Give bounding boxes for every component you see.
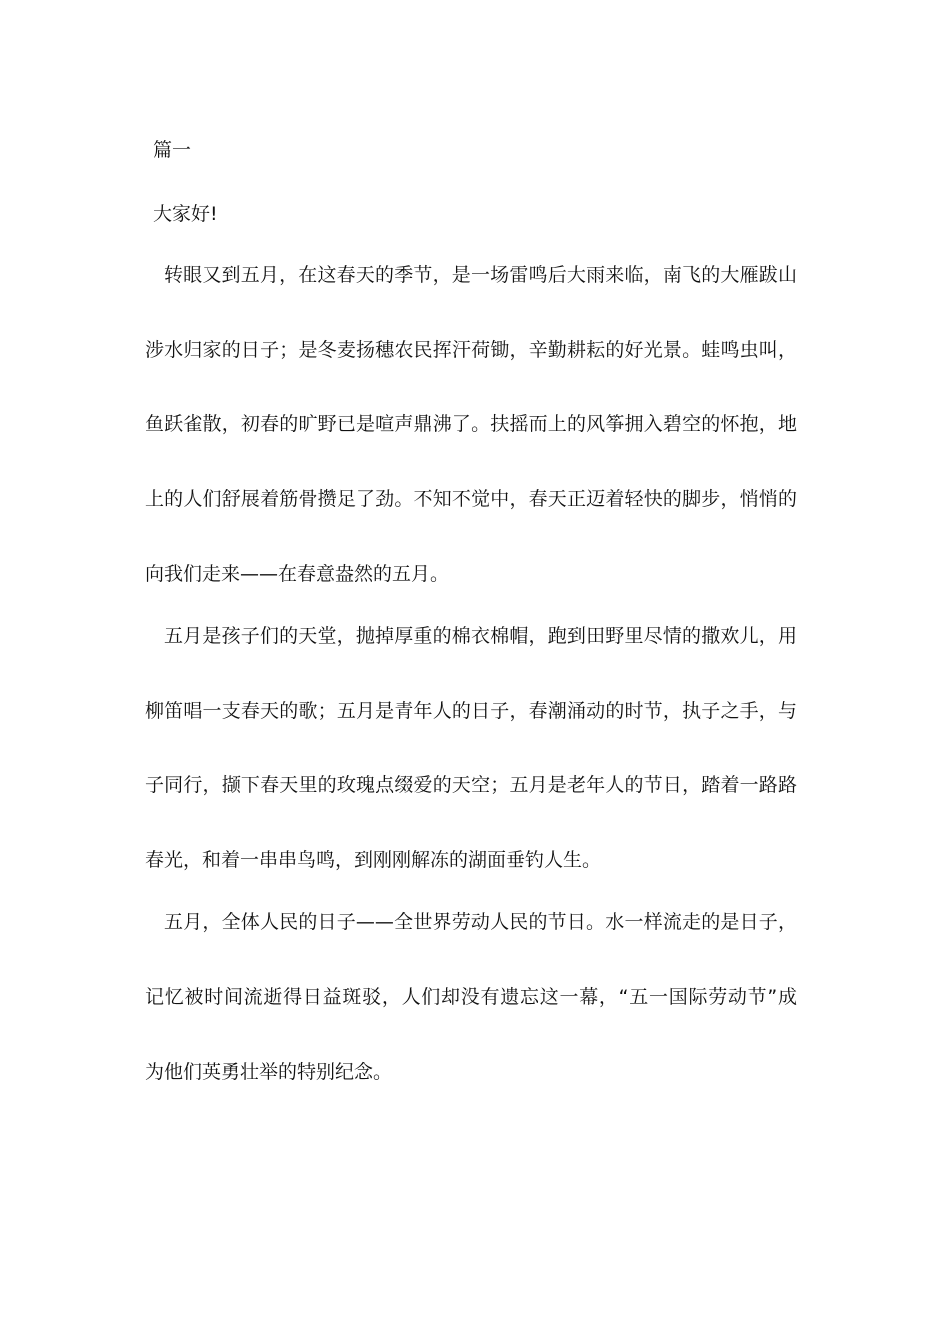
- paragraph-line: 鱼跃雀散，初春的旷野已是喧声鼎沸了。扶摇而上的风筝拥入碧空的怀抱，地: [145, 413, 797, 435]
- paragraph-line: 子同行，撷下春天里的玫瑰点缀爱的天空；五月是老年人的节日，踏着一路路: [145, 774, 797, 796]
- paragraph-line: 记忆被时间流逝得日益斑驳，人们却没有遗忘这一幕，“五一国际劳动节”成: [145, 986, 797, 1008]
- paragraph-line: 转眼又到五月，在这春天的季节，是一场雷鸣后大雨来临，南飞的大雁跋山: [164, 264, 797, 286]
- paragraph-line: 春光，和着一串串鸟鸣，到刚刚解冻的湖面垂钓人生。: [145, 849, 602, 871]
- greeting-line: 大家好!: [153, 203, 218, 225]
- paragraph-line: 为他们英勇壮举的特别纪念。: [145, 1061, 393, 1083]
- paragraph-line: 上的人们舒展着筋骨攒足了劲。不知不觉中，春天正迈着轻快的脚步，悄悄的: [145, 488, 797, 510]
- section-heading: 篇一: [153, 139, 192, 161]
- paragraph-line: 五月是孩子们的天堂，抛掉厚重的棉衣棉帽，跑到田野里尽情的撒欢儿，用: [164, 625, 797, 647]
- paragraph-line: 涉水归家的日子；是冬麦扬穗农民挥汗荷锄，辛勤耕耘的好光景。蛙鸣虫叫，: [145, 339, 797, 361]
- paragraph-line: 向我们走来——在春意盎然的五月。: [145, 563, 450, 585]
- paragraph-line: 柳笛唱一支春天的歌；五月是青年人的日子，春潮涌动的时节，执子之手，与: [145, 700, 797, 722]
- paragraph-line: 五月，全体人民的日子——全世界劳动人民的节日。水一样流走的是日子，: [164, 911, 797, 933]
